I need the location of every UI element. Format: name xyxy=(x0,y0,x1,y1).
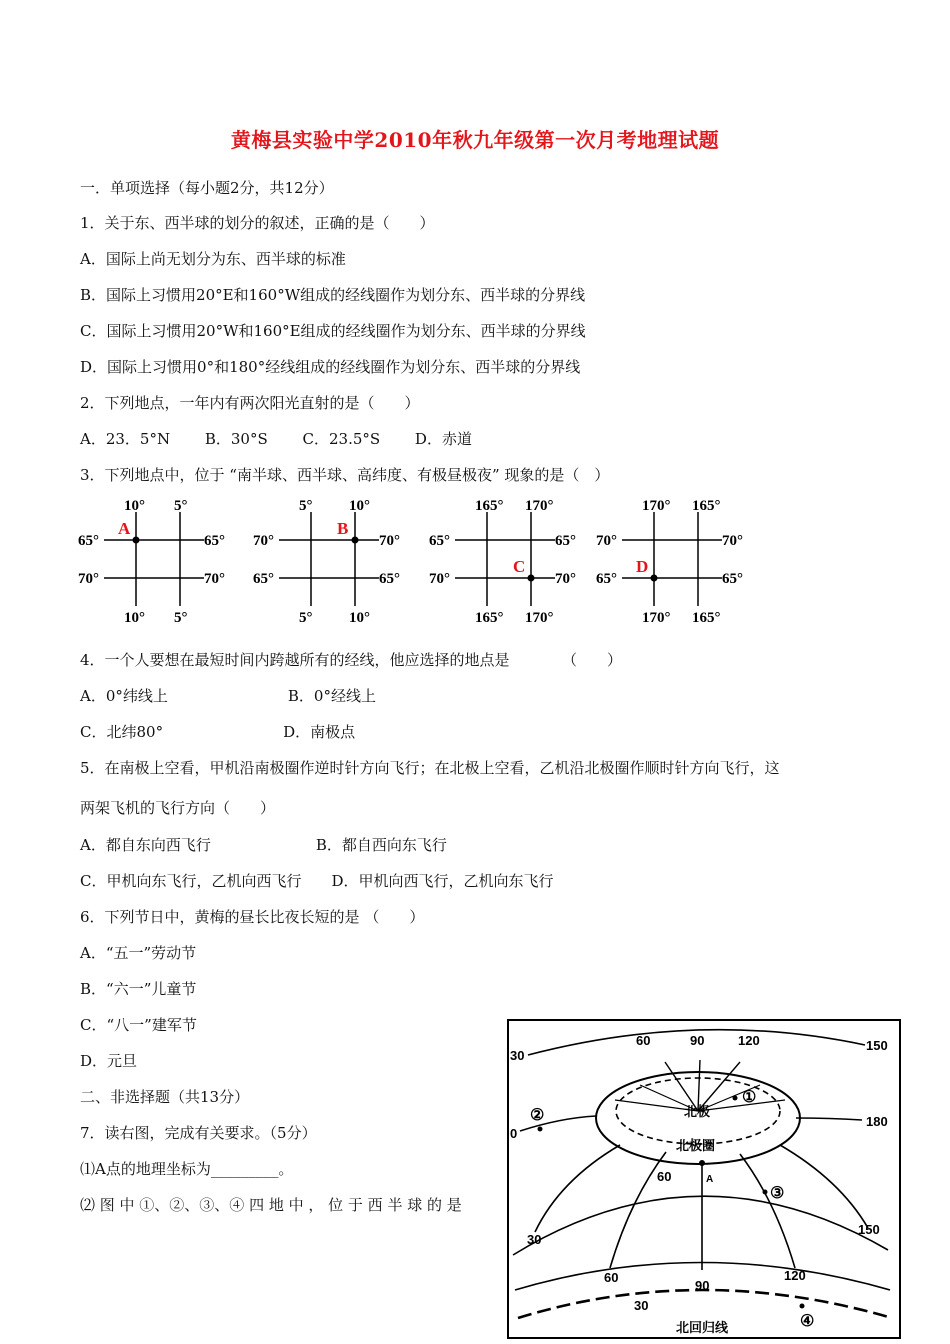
grid-2-right-label-2: 65° xyxy=(379,571,400,587)
question-4-options-ab: A．0°纬线上 B．0°经线上 xyxy=(80,687,376,705)
grid-4-right-label-1: 70° xyxy=(722,533,743,549)
grid-1-point-label: A xyxy=(118,519,131,538)
grid-2-left-label-1: 70° xyxy=(253,533,274,549)
question-5-stem-line-1: 5．在南极上空看，甲机沿南极圈作逆时针方向飞行；在北极上空看，乙机沿北极圈作顺时针方向飞行，这 xyxy=(80,759,780,777)
question-7-part-2: ⑵ 图 中 ①、②、③、④ 四 地 中 ， 位 于 西 半 球 的 是 xyxy=(80,1196,462,1214)
grid-3-right-label-2: 70° xyxy=(555,571,576,587)
question-1-option-b: B．国际上习惯用20°E和160°W组成的经线圈作为划分东、西半球的分界线 xyxy=(80,286,586,304)
grid-1-bottom-label-1: 10° xyxy=(124,610,145,626)
question-5-options-cd: C．甲机向东飞行，乙机向西飞行 D．甲机向西飞行，乙机向东飞行 xyxy=(80,872,554,890)
page-title: 黄梅县实验中学2010年秋九年级第一次月考地理试题 xyxy=(230,128,720,152)
grid-3-bottom-label-2: 170° xyxy=(525,610,554,626)
grid-2-point-label: B xyxy=(337,519,349,538)
label-bottom-90: 90 xyxy=(695,1278,710,1293)
grid-3-top-label-1: 165° xyxy=(475,498,504,514)
grid-3-right-label-1: 65° xyxy=(555,533,576,549)
grid-1-bottom-label-2: 5° xyxy=(174,610,188,626)
point-4-marker xyxy=(800,1304,805,1309)
meridian-30-lower xyxy=(535,1145,620,1232)
grid-2-bottom-label-1: 5° xyxy=(299,610,313,626)
grid-4-top-label-1: 170° xyxy=(642,498,671,514)
grid-2-top-label-1: 5° xyxy=(299,498,313,514)
section-heading-2: 二、非选择题（共13分） xyxy=(80,1088,250,1106)
meridian-150-lower xyxy=(780,1145,868,1228)
parallel-arc-mid xyxy=(513,1196,888,1255)
grid-1-right-label-1: 65° xyxy=(204,533,225,549)
question-1-option-a: A．国际上尚无划分为东、西半球的标准 xyxy=(80,250,346,268)
label-arctic-circle: 北极圈 xyxy=(676,1138,716,1153)
label-top-90: 90 xyxy=(690,1033,705,1048)
label-bottom-60: 60 xyxy=(604,1270,619,1285)
label-right-180: 180 xyxy=(866,1114,888,1129)
grid-4-left-label-1: 70° xyxy=(596,533,617,549)
label-north-pole: 北极 xyxy=(684,1104,711,1119)
label-point-a: A xyxy=(706,1174,714,1185)
label-top-120: 120 xyxy=(738,1033,760,1048)
grid-1-left-label-2: 70° xyxy=(78,571,99,587)
grid-1-top-label-1: 10° xyxy=(124,498,145,514)
question-2-stem: 2．下列地点，一年内有两次阳光直射的是（ ） xyxy=(80,394,420,412)
label-tropic-of-cancer: 北回归线 xyxy=(676,1320,729,1335)
grid-2-top-label-2: 10° xyxy=(349,498,370,514)
label-marker-3: ③ xyxy=(770,1185,785,1202)
grid-2-left-label-2: 65° xyxy=(253,571,274,587)
grid-4-point-label: D xyxy=(636,557,649,576)
question-6-option-d: D．元旦 xyxy=(80,1052,138,1070)
grid-2-bottom-label-2: 10° xyxy=(349,610,370,626)
grid-4-right-label-2: 65° xyxy=(722,571,743,587)
question-6-stem: 6．下列节日中，黄梅的昼长比夜长短的是 （ ） xyxy=(80,908,425,926)
grid-3-point-label: C xyxy=(513,557,526,576)
question-4-stem: 4．一个人要想在最短时间内跨越所有的经线，他应选择的地点是 （ ） xyxy=(80,651,623,669)
grid-3-left-label-1: 65° xyxy=(429,533,450,549)
question-5-stem-line-2: 两架飞机的飞行方向（ ） xyxy=(80,799,276,817)
point-2-marker xyxy=(538,1127,543,1132)
meridian-120-lower xyxy=(740,1154,795,1268)
point-a-marker xyxy=(699,1160,705,1166)
question-6-option-b: B．“六一”儿童节 xyxy=(80,980,197,998)
grid-4-bottom-label-1: 170° xyxy=(642,610,671,626)
grid-2-right-label-1: 70° xyxy=(379,533,400,549)
question-7-part-1: ⑴A点的地理坐标为_________。 xyxy=(80,1160,294,1178)
label-low-150: 150 xyxy=(858,1222,880,1237)
point-1-marker xyxy=(733,1096,738,1101)
label-top-150: 150 xyxy=(866,1038,888,1053)
question-2-options: A．23．5°N B．30°S C．23.5°S D．赤道 xyxy=(80,430,472,448)
question-1-option-c: C．国际上习惯用20°W和160°E组成的经线圈作为划分东、西半球的分界线 xyxy=(80,322,586,340)
grid-1-left-label-1: 65° xyxy=(78,533,99,549)
label-marker-2: ② xyxy=(530,1107,545,1124)
grid-4-top-label-2: 165° xyxy=(692,498,721,514)
grid-3-bottom-label-1: 165° xyxy=(475,610,504,626)
grid-4-left-label-2: 65° xyxy=(596,571,617,587)
grid-4-bottom-label-2: 165° xyxy=(692,610,721,626)
grid-1-top-label-2: 5° xyxy=(174,498,188,514)
question-4-options-cd: C．北纬80° D．南极点 xyxy=(80,723,356,741)
grid-3-left-label-2: 70° xyxy=(429,571,450,587)
point-3-marker xyxy=(763,1190,768,1195)
section-heading-1: 一．单项选择（每小题2分，共12分） xyxy=(80,179,334,197)
question-7-stem: 7．读右图，完成有关要求。（5分） xyxy=(80,1124,317,1142)
question-6-option-a: A．“五一”劳动节 xyxy=(80,944,197,962)
question-1-stem: 1．关于东、西半球的划分的叙述，正确的是（ ） xyxy=(80,214,435,232)
label-left-0: 0 xyxy=(510,1126,518,1141)
label-bottom-120: 120 xyxy=(784,1268,806,1283)
label-top-60: 60 xyxy=(636,1033,651,1048)
label-marker-4: ④ xyxy=(800,1313,815,1330)
label-marker-1: ① xyxy=(742,1089,757,1106)
grid-3-top-label-2: 170° xyxy=(525,498,554,514)
label-bottom-30: 30 xyxy=(634,1298,649,1313)
question-1-option-d: D．国际上习惯用0°和180°经线组成的经线圈作为划分东、西半球的分界线 xyxy=(80,358,581,376)
grid-1-right-label-2: 70° xyxy=(204,571,225,587)
question-3-stem: 3．下列地点中，位于 “南半球、西半球、高纬度、有极昼极夜” 现象的是（ ） xyxy=(80,466,610,484)
label-mid-60: 60 xyxy=(657,1169,672,1184)
label-low-30: 30 xyxy=(527,1232,542,1247)
label-left-30: 30 xyxy=(510,1048,525,1063)
meridian-180 xyxy=(796,1118,862,1120)
question-6-option-c: C．“八一”建军节 xyxy=(80,1016,197,1034)
question-5-options-ab: A．都自东向西飞行 B．都自西向东飞行 xyxy=(80,836,447,854)
tropic-of-cancer xyxy=(518,1290,892,1318)
